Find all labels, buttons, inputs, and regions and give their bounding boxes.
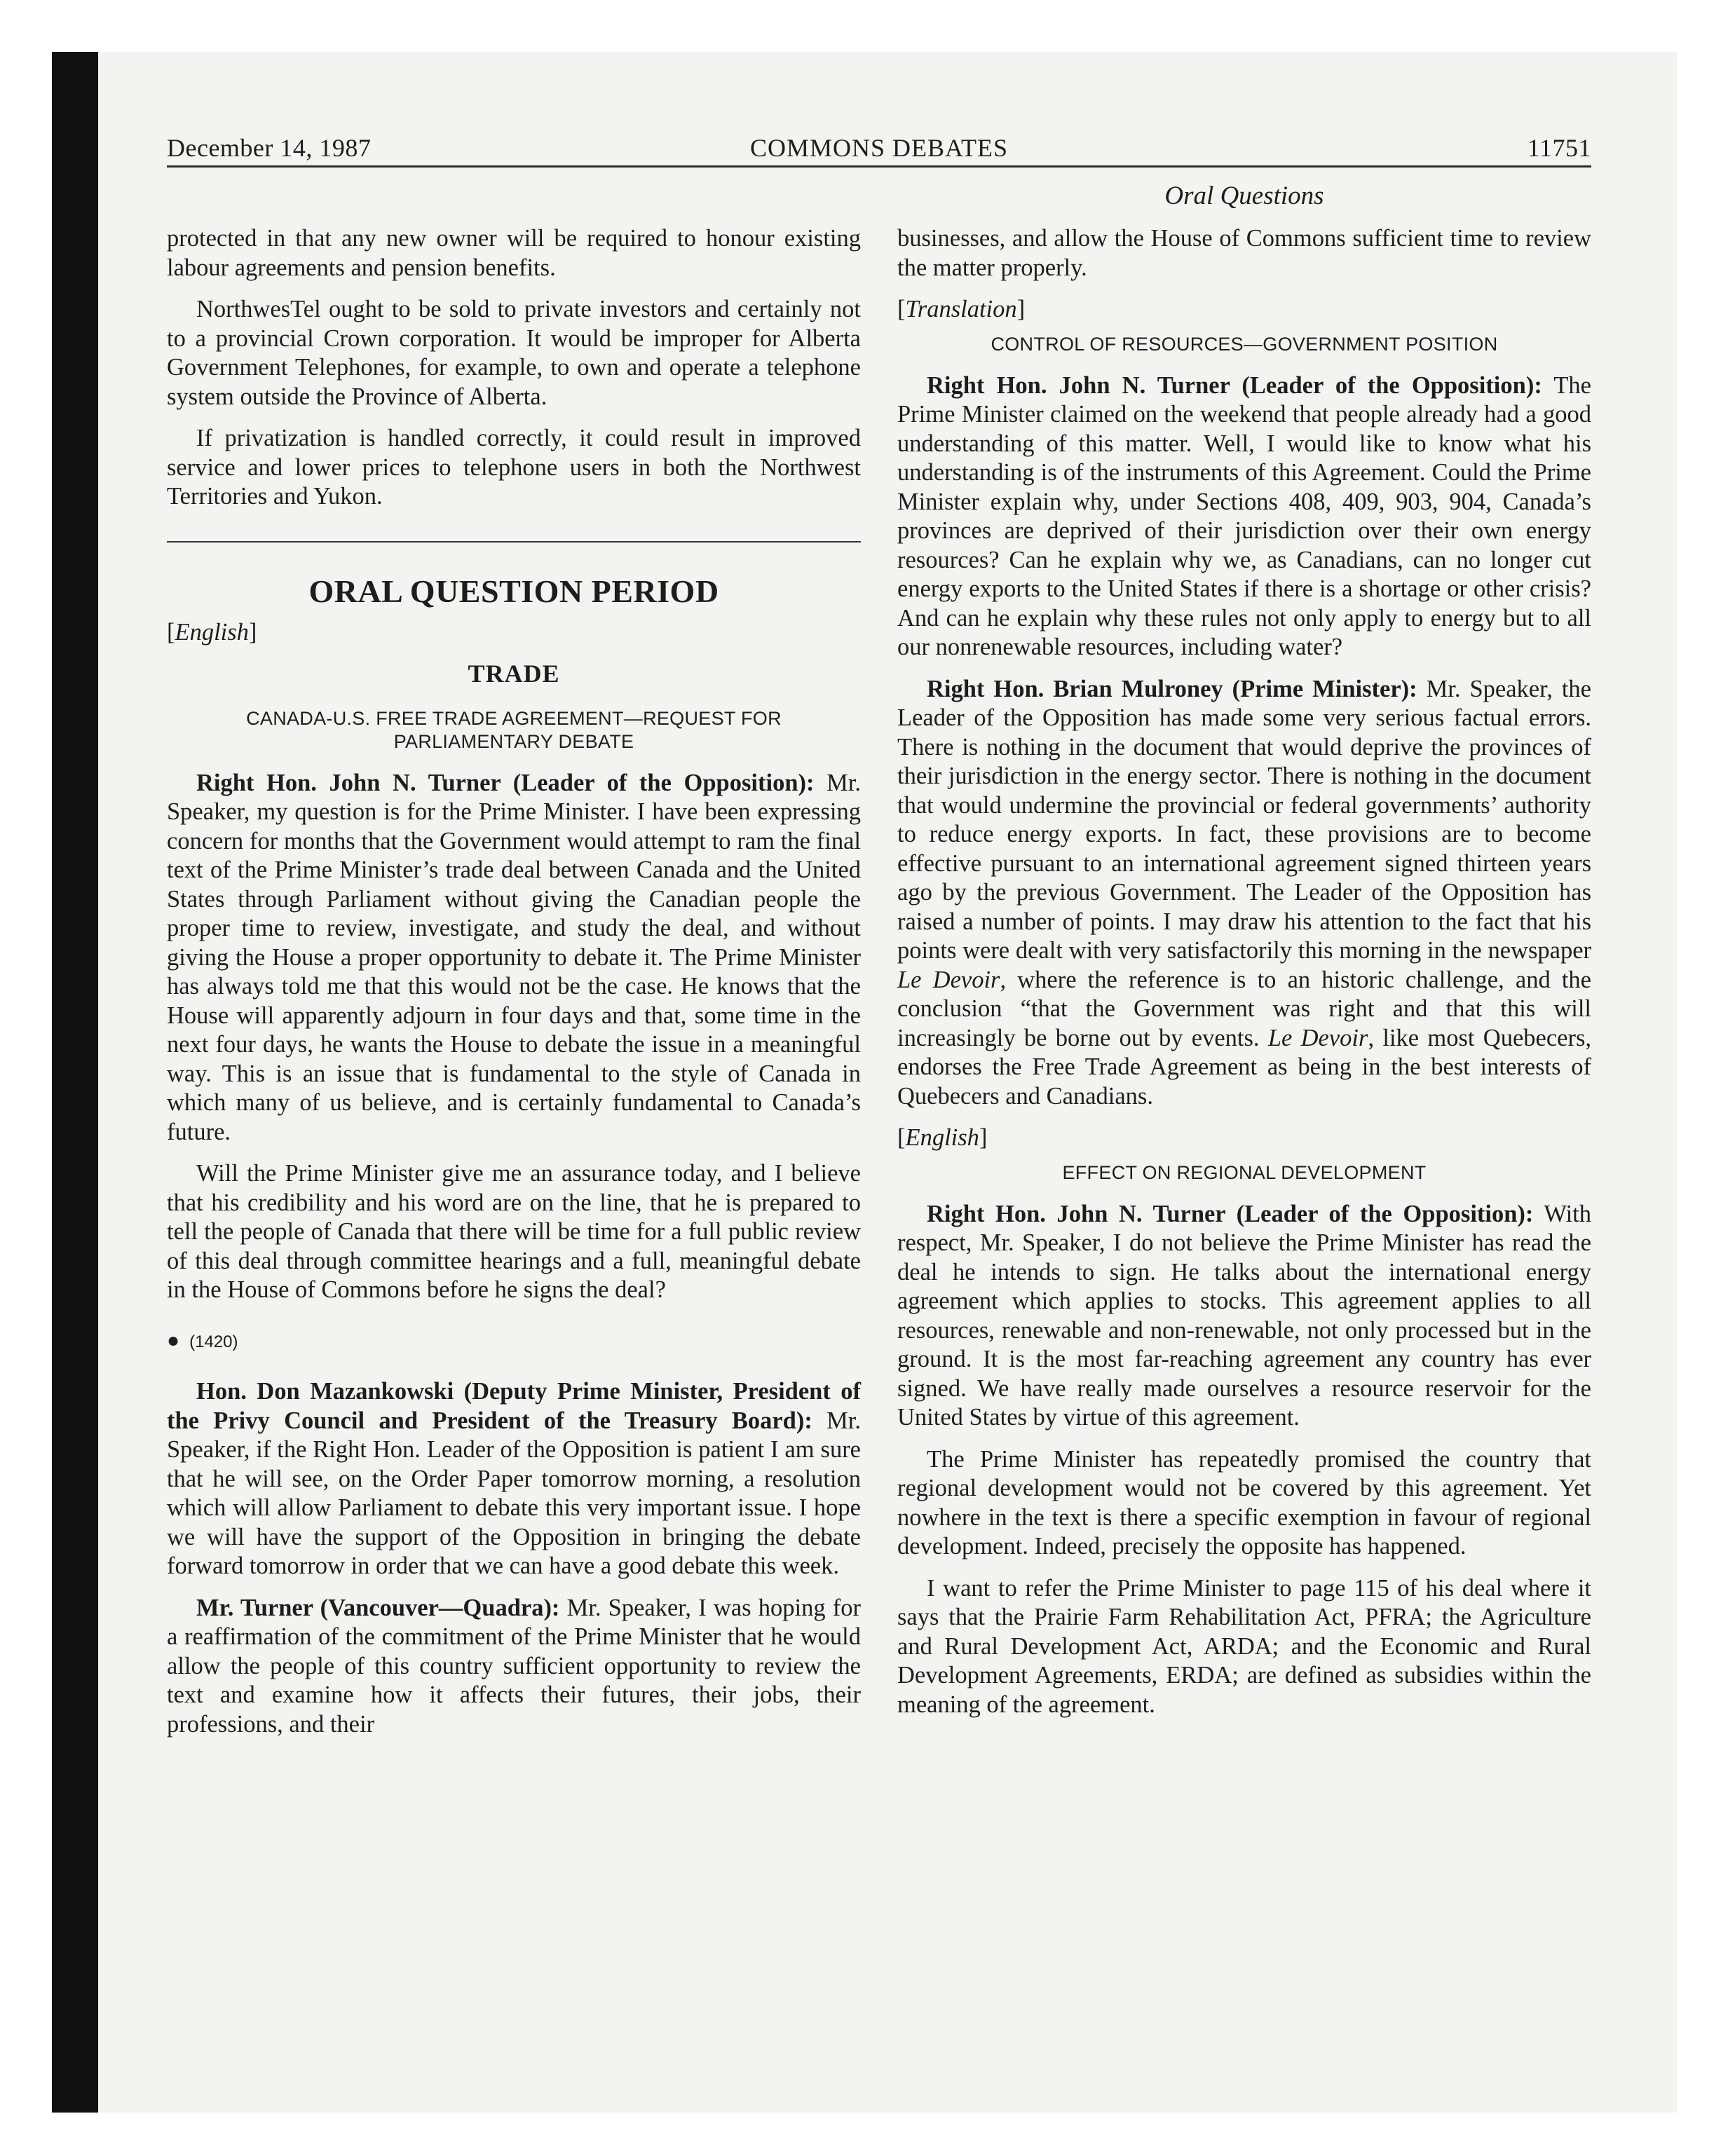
paragraph: If privatization is handled correctly, it could result in improved service and lower prices to telephone users in both the Northwest Territories and Yukon.: [167, 425, 861, 510]
speech-text: , where the reference is to an historic challenge, and the conclusion “that the Government was right and that this will increasingly be borne out by events.: [897, 966, 1591, 1051]
topic-caption: CANADA-U.S. FREE TRADE AGREEMENT—REQUEST FOR PARLIAMENTARY DEBATE: [246, 707, 782, 752]
speaker-name: Hon. Don Mazankowski (Deputy Prime Minister, President of the Privy Council and President of the Treasury Board):: [167, 1378, 861, 1434]
speech-text: Mr. Speaker, the Leader of the Opposition has made some very serious factual errors. There is nothing in the document that would deprive the provinces of their jurisdiction in the energy sector. There is nothing in the document that would undermine the provincial or federal governments’ authority to reduce energy exports. In fact, these provisions are to become effective pursuant to an international agreement signed thirteen years ago by the previous Government. The Leader of the Opposition has raised a number of points. I may draw his attention to the fact that his points were dealt with very satisfactorily this morning in the newspaper: [897, 675, 1591, 964]
speech-text: With respect, Mr. Speaker, I do not believe the Prime Minister has read the deal he intends to sign. He talks about the international energy agreement which applies to stocks. This agreement applies to all resources, renewable and non-renewable, not only processed but in the ground. It is the most far-reaching agreement any country has ever signed. We have really made ourselves a resource reservoir for the United States by virtue of this agreement.: [897, 1200, 1591, 1431]
speech-paragraph: [167, 769, 861, 1147]
speech-paragraph: [167, 1594, 861, 1740]
topic-caption: CONTROL OF RESOURCES—GOVERNMENT POSITION: [991, 333, 1498, 355]
language-tag-text: Translation: [905, 296, 1017, 322]
paragraph: protected in that any new owner will be required to honour existing labour agreements and pension benefits.: [167, 225, 861, 281]
section-divider: [167, 541, 861, 543]
header-rule: [167, 165, 1591, 168]
section-label: Oral Questions: [1164, 182, 1324, 210]
newspaper-title: Le Devoir: [897, 966, 1000, 993]
speaker-name: Right Hon. John N. Turner (Leader of the Opposition):: [196, 769, 815, 796]
speech-paragraph: [897, 675, 1591, 1112]
paragraph: NorthwesTel ought to be sold to private investors and certainly not to a provincial Crown corporation. It would be improper for Alberta Government Telephones, for example, to own and operate a telephone system outside the Province of Alberta.: [167, 296, 861, 410]
subject-heading: TRADE: [468, 660, 560, 688]
section-title: ORAL QUESTION PERIOD: [308, 573, 719, 609]
paragraph: I want to refer the Prime Minister to page 115 of his deal where it says that the Prairie Farm Rehabilitation Act, PFRA; the Agriculture and Rural Development Act, ARDA; and the Economic and Rural Development Agreements, ERDA; are defined as subsidies within the meaning of the agreement.: [897, 1574, 1591, 1718]
paragraph: The Prime Minister has repeatedly promised the country that regional development would not be covered by this agreement. Yet nowhere in the text is there a specific exemption in favour of regional development. Indeed, precisely the opposite has happened.: [897, 1445, 1591, 1560]
speech-paragraph: [897, 1200, 1591, 1433]
speech-text: Mr. Speaker, if the Right Hon. Leader of the Opposition is patient I am sure that he will see, on the Order Paper tomorrow morning, a resolution which will allow Parliament to debate this very important issue. I hope we will have the support of the Opposition in bringing the debate forward tomorrow in order that we can have a good debate this week.: [167, 1407, 862, 1579]
speech-paragraph: [897, 371, 1591, 662]
header-date: December 14, 1987: [167, 134, 372, 162]
speech-text: Mr. Speaker, I was hoping for a reaffirmation of the commitment of the Prime Minister that he would allow the people of this country sufficient opportunity to review the text and examine how it affects their futures, their jobs, their professions, and their: [167, 1594, 861, 1738]
binding-shadow: [52, 52, 98, 2113]
speech-paragraph: [167, 1377, 861, 1581]
language-tag: [Translation]: [897, 296, 1026, 322]
language-tag: [English]: [167, 618, 257, 646]
speaker-name: Mr. Turner (Vancouver—Quadra):: [196, 1594, 560, 1621]
speaker-name: Right Hon. John N. Turner (Leader of the Opposition):: [927, 1200, 1534, 1227]
paragraph: businesses, and allow the House of Commons sufficient time to review the matter properly.: [897, 225, 1591, 281]
time-stamp: (1420): [189, 1332, 238, 1351]
running-header: [167, 133, 1591, 168]
right-column: [897, 224, 1591, 1732]
time-marker: [167, 1326, 861, 1357]
language-tag-text: English: [905, 1124, 979, 1151]
speaker-name: Right Hon. John N. Turner (Leader of the Opposition):: [927, 371, 1542, 399]
paragraph: Will the Prime Minister give me an assurance today, and I believe that his credibility and his word are on the line, that he is prepared to tell the people of Canada that there will be time for a full public review of this deal through committee hearings and a full, meaningful debate in the House of Commons before he signs the deal?: [167, 1160, 861, 1303]
speech-text: Mr. Speaker, my question is for the Prime Minister. I have been expressing concern for months that the Government would attempt to ram the final text of the Prime Minister’s trade deal between Canada and the United States through Parliament without giving the Canadian people the proper time to review, investigate, and study the deal, and without giving the House a proper opportunity to debate it. The Prime Minister has always told me that this would not be the case. He knows that the House will apparently adjourn in four days and that, some time in the next four days, he wants the House to debate the issue in a meaningful way. This is an issue that is fundamental to the style of Canada in which many of us believe, and is certainly fundamental to Canada’s future.: [167, 769, 862, 1145]
left-column: [167, 224, 861, 1752]
header-journal-title: COMMONS DEBATES: [749, 134, 1009, 162]
bullet-icon: ●: [167, 1328, 180, 1352]
speech-text: , like most Quebecers, endorses the Free Trade Agreement as being in the best interests of Quebecers and Canadians.: [897, 1024, 1591, 1110]
speech-text: The Prime Minister claimed on the weekend that people already had a good understanding of this matter. Well, I would like to know what his understanding is of the instruments of this Agreement. Could the Prime Minister explain why, under Sections 408, 409, 903, 904, Canada’s provinces are deprived of their jurisdiction over their own energy resources? Can he explain why we, as Canadians, can no longer cut energy exports to the United States if there is a shortage or other crisis? And can he explain why these rules not only apply to energy but to all our nonrenewable resources, including water?: [897, 371, 1591, 660]
topic-caption: EFFECT ON REGIONAL DEVELOPMENT: [1062, 1161, 1427, 1183]
newspaper-title: Le Devoir: [1267, 1024, 1368, 1051]
header-page-number: 11751: [1527, 134, 1591, 162]
language-tag-text: English: [175, 618, 249, 646]
language-tag: [English]: [897, 1124, 988, 1151]
hansard-page: [167, 119, 1591, 2082]
speaker-name: Right Hon. Brian Mulroney (Prime Minister):: [927, 675, 1417, 702]
